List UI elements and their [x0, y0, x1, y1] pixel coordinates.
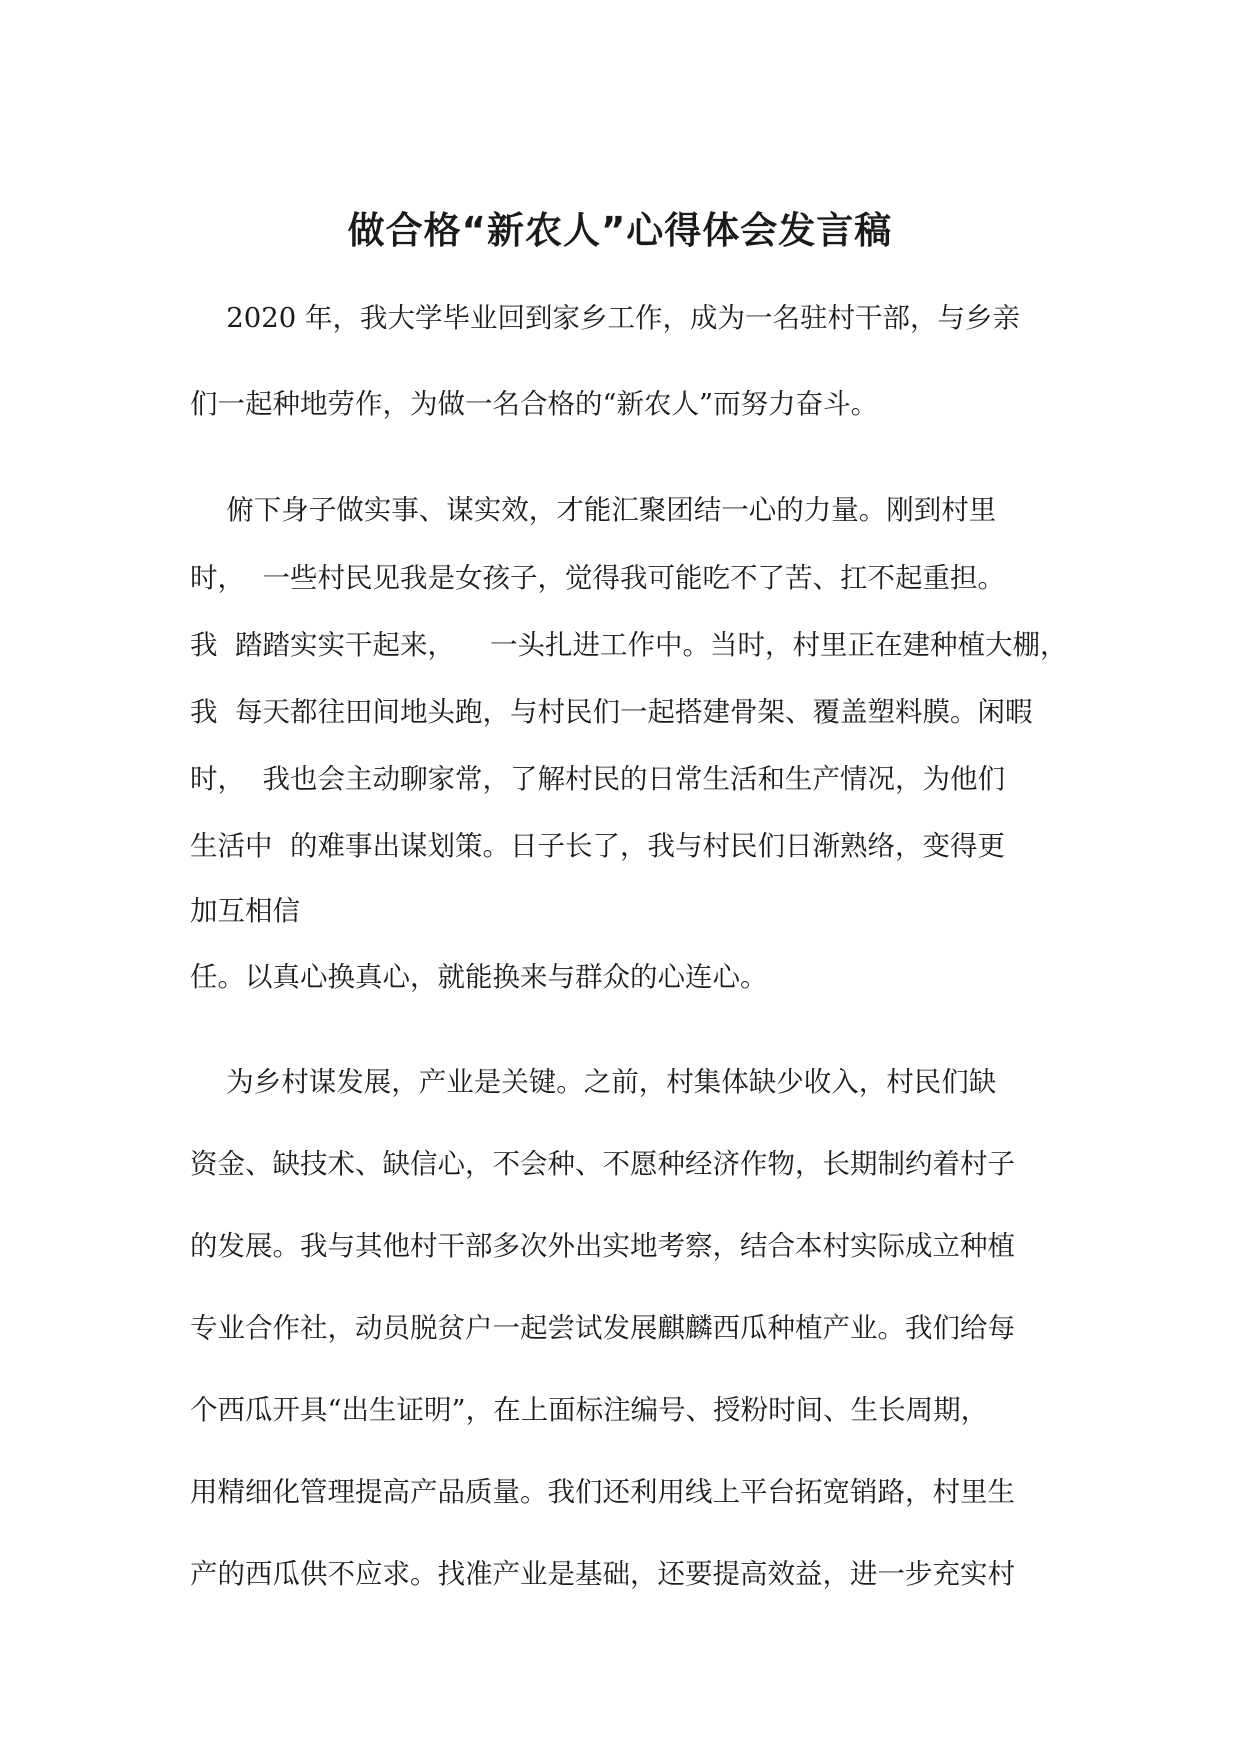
text-line: 资金、缺技术、缺信心，不会种、不愿种经济作物，长期制约着村子: [190, 1148, 1015, 1180]
text-line: 专业合作社，动员脱贫户一起尝试发展麒麟西瓜种植产业。我们给每: [190, 1312, 1015, 1344]
text-line: 用精细化管理提高产品质量。我们还利用线上平台拓宽销路，村里生: [190, 1476, 1015, 1508]
text-line: 产的西瓜供不应求。找准产业是基础，还要提高效益，进一步充实村: [190, 1558, 1015, 1590]
text-line: 时， 我也会主动聊家常，了解村民的日常生活和生产情况，为他们: [190, 763, 1005, 795]
text-line: 时， 一些村民见我是女孩子，觉得我可能吃不了苦、扛不起重担。: [190, 562, 1005, 594]
text-line: 我 每天都往田间地头跑，与村民们一起搭建骨架、覆盖塑料膜。闲暇: [190, 696, 1033, 728]
text-line: 生活中 的难事出谋划策。日子长了，我与村民们日渐熟络，变得更: [190, 830, 1005, 862]
text-line: 任。以真心换真心，就能换来与群众的心连心。: [190, 961, 768, 993]
text-line: 俯下身子做实事、谋实效，才能汇聚团结一心的力量。刚到村里: [190, 494, 997, 526]
text-line: 的发展。我与其他村干部多次外出实地考察，结合本村实际成立种植: [190, 1230, 1015, 1262]
text-line: 2020 年，我大学毕业回到家乡工作，成为一名驻村干部，与乡亲: [190, 302, 1020, 334]
text-line: 个西瓜开具“出生证明”，在上面标注编号、授粉时间、生长周期，: [190, 1394, 989, 1426]
page-title: 做合格“新农人”心得体会发言稿: [347, 209, 893, 252]
text-line: 加互相信: [190, 895, 300, 927]
text-line: 们一起种地劳作，为做一名合格的“新农人”而努力奋斗。: [190, 388, 879, 420]
text-line: 我 踏踏实实干起来， 一头扎进工作中。当时，村里正在建种植大棚，: [190, 629, 1068, 661]
text-line: 为乡村谋发展，产业是关键。之前，村集体缺少收入，村民们缺: [190, 1066, 997, 1098]
